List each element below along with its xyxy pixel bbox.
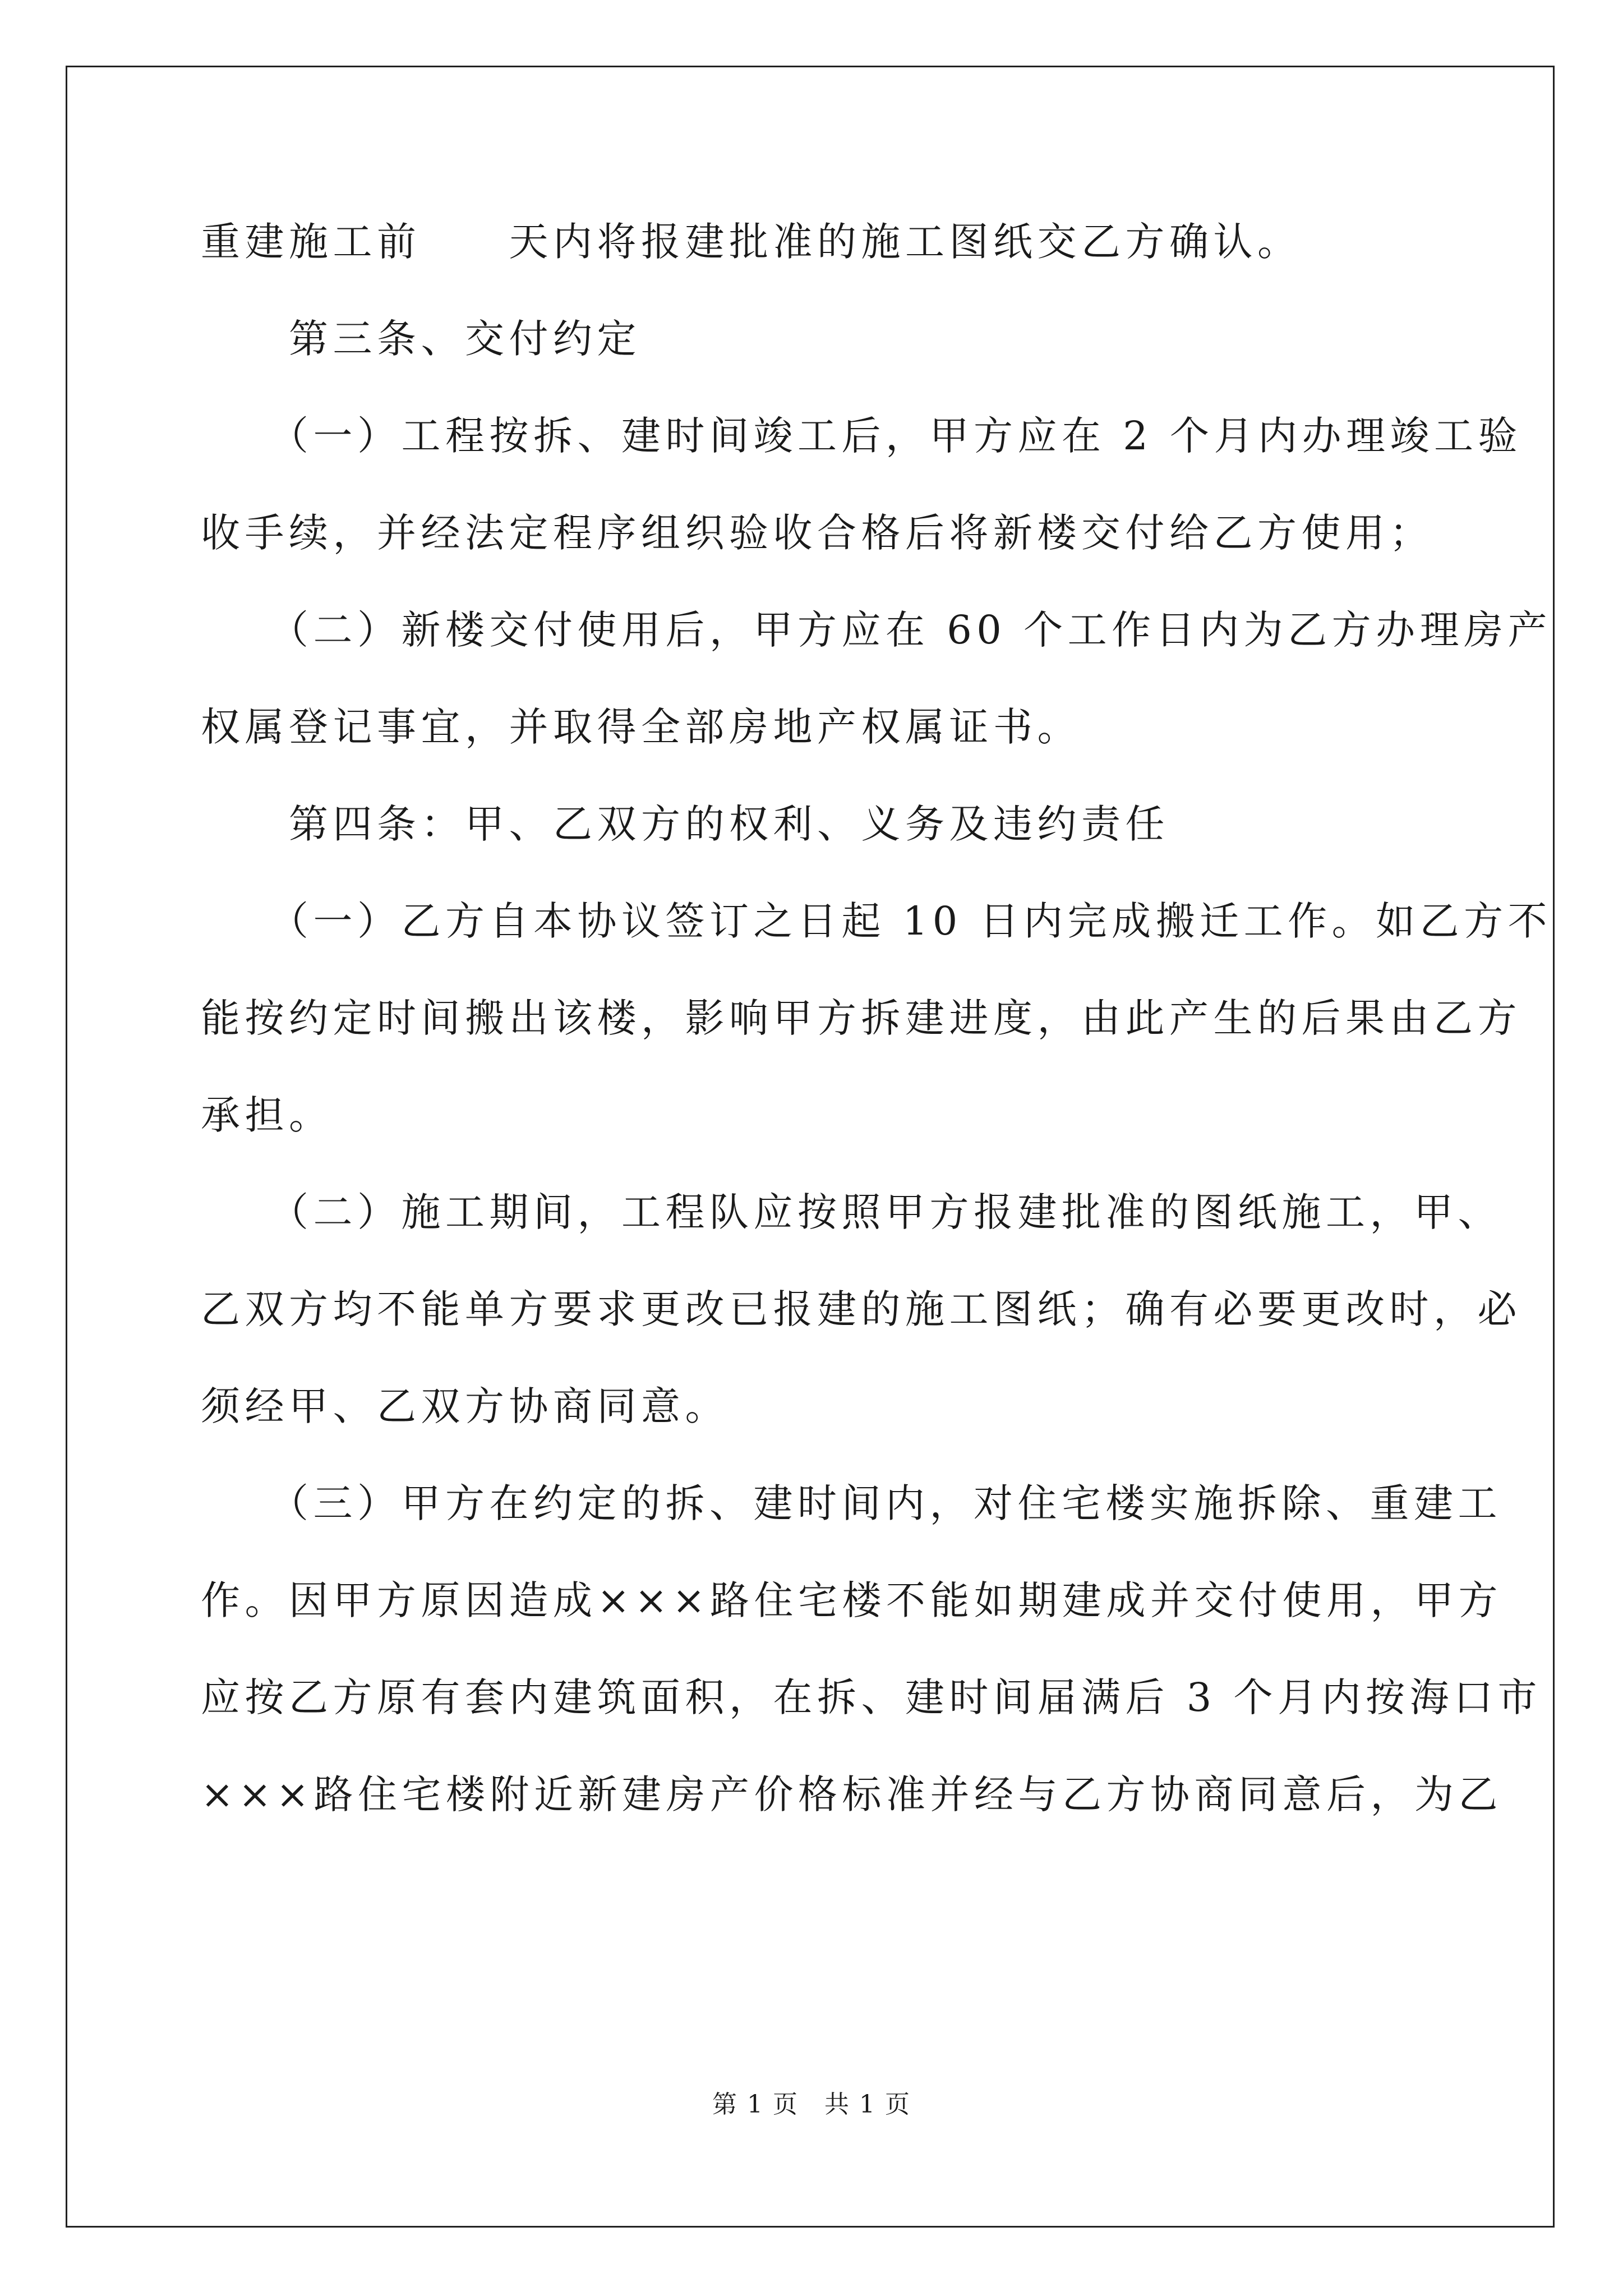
- text-line: （二）新楼交付使用后，甲方应在 60 个工作日内为乙方办理房产: [201, 607, 1552, 653]
- text-line: （一）乙方自本协议签订之日起 10 日内完成搬迁工作。如乙方不: [201, 898, 1552, 944]
- section-heading: 第三条、交付约定: [201, 316, 641, 362]
- section-heading: 第四条：甲、乙双方的权利、义务及违约责任: [201, 801, 1169, 847]
- text-line: 能按约定时间搬出该楼，影响甲方拆建进度，由此产生的后果由乙方: [201, 995, 1521, 1041]
- document-body: [201, 218, 1552, 1819]
- text-line: ×××路住宅楼附近新建房产价格标准并经与乙方协商同意后，为乙: [201, 1772, 1502, 1818]
- text-line: 作。因甲方原因造成×××路住宅楼不能如期建成并交付使用，甲方: [201, 1577, 1502, 1623]
- page-number: 第 1 页 共 1 页: [712, 2090, 911, 2119]
- text-line: 乙双方均不能单方要求更改已报建的施工图纸；确有必要更改时，必: [201, 1286, 1521, 1332]
- text-line: 须经甲、乙双方协商同意。: [201, 1383, 729, 1429]
- text-line: 应按乙方原有套内建筑面积，在拆、建时间届满后 3 个月内按海口市: [201, 1674, 1542, 1720]
- text-line: （一）工程按拆、建时间竣工后，甲方应在 2 个月内办理竣工验: [201, 413, 1523, 459]
- text-line: 承担。: [201, 1092, 333, 1138]
- text-line: 收手续，并经法定程序组织验收合格后将新楼交付给乙方使用；: [201, 510, 1433, 556]
- text-line: 重建施工前 天内将报建批准的施工图纸交乙方确认。: [201, 219, 1302, 265]
- text-line: （二）施工期间，工程队应按照甲方报建批准的图纸施工，甲、: [201, 1189, 1502, 1235]
- text-line: 权属登记事宜，并取得全部房地产权属证书。: [201, 704, 1081, 750]
- text-line: （三）甲方在约定的拆、建时间内，对住宅楼实施拆除、重建工: [201, 1480, 1502, 1526]
